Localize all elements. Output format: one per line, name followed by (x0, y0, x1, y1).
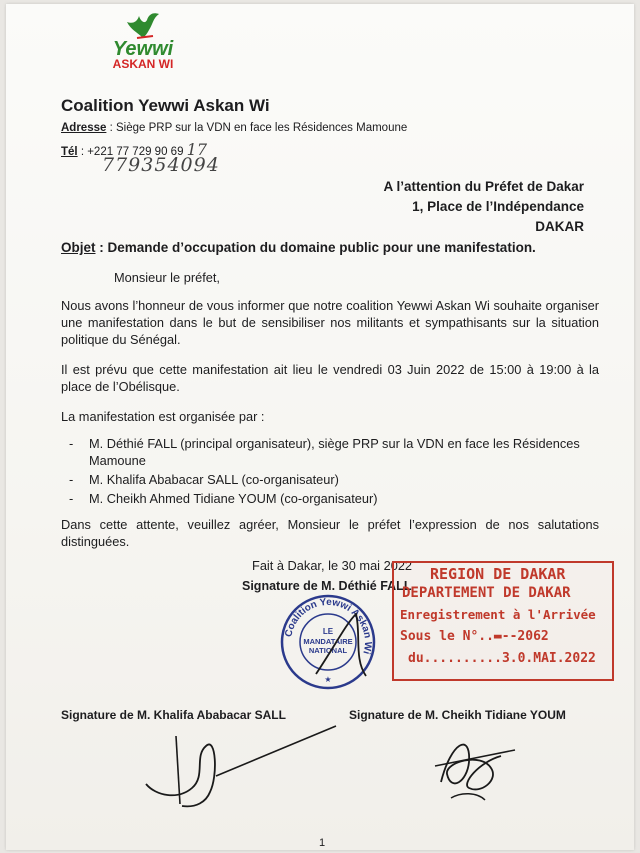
subject-label: Objet (61, 240, 96, 255)
stamp-region: REGION DE DAKAR (430, 565, 566, 583)
recipient-title: A l’attention du Préfet de Dakar (383, 179, 584, 194)
closing-paragraph: Dans cette attente, veuillez agréer, Monsieur le préfet l’expression de nos salutations distinguées. (61, 517, 599, 549)
address-line (61, 122, 407, 134)
signature-sall-label: Signature de M. Khalifa Ababacar SALL (61, 708, 286, 722)
paragraph-intention: Nous avons l’honneur de vous informer que notre coalition Yewwi Askan Wi souhaite organiser une manifestation dans le but de sensibiliser nos militants et sympathisants sur la situation politique du Sénégal. (61, 298, 599, 347)
address-value: : Siège PRP sur la VDN en face les Résidences Mamoune (109, 122, 408, 134)
organizer-item: - M. Déthié FALL (principal organisateur), siège PRP sur la VDN en face les Résidences Mamoune (61, 435, 601, 469)
organization-name: Coalition Yewwi Askan Wi (61, 96, 270, 115)
logo-name: Yewwi (112, 38, 174, 60)
stamp-department: DEPARTEMENT DE DAKAR (402, 585, 571, 601)
stamp-date-label: du (408, 651, 424, 666)
handwritten-tel-suffix: 17 (186, 140, 208, 159)
stamp-number-value: 2062 (517, 629, 549, 644)
recipient-address: 1, Place de l’Indépendance (412, 199, 584, 214)
organizers-list (61, 435, 601, 509)
stamp-number-row: Sous le N°..▬--2062 (400, 629, 549, 644)
signature-youm-label: Signature de M. Cheikh Tidiane YOUM (349, 708, 566, 722)
organizer-item: - M. Cheikh Ahmed Tidiane YOUM (co-organisateur) (61, 490, 601, 507)
coalition-logo (98, 10, 188, 76)
subject-line (61, 240, 536, 255)
stamp-date-row: du..........3.0.MAI.2022 (408, 651, 596, 666)
signature-fall-label: Signature de M. Déthié FALL (242, 579, 412, 593)
stamp-date-value: 3.0.MAI.2022 (501, 651, 596, 666)
seal-center-line1: LE (322, 627, 334, 636)
seal-ring-text: Coalition Yewwi Askan Wi (283, 596, 374, 656)
telephone-label: Tél (61, 146, 78, 158)
fall-signature-scribble (306, 604, 376, 684)
organizers-intro: La manifestation est organisée par : (61, 409, 265, 424)
address-label: Adresse (61, 122, 107, 134)
paragraph-date-place: Il est prévu que cette manifestation ait lieu le vendredi 03 Juin 2022 de 15:00 à 19:00 à la place de l’Obélisque. (61, 362, 599, 394)
recipient-block (383, 177, 584, 237)
registration-stamp (392, 561, 614, 681)
place-date: Fait à Dakar, le 30 mai 2022 (252, 558, 413, 573)
salutation: Monsieur le préfet, (114, 270, 220, 285)
telephone-value: : +221 77 729 90 69 (80, 146, 184, 158)
youm-signature-scribble (421, 722, 531, 807)
stamp-number-label: Sous le N° (400, 629, 479, 644)
logo-subtitle: ASKAN WI (112, 57, 174, 71)
sall-signature-scribble (136, 716, 356, 816)
seal-center-line3: NATIONAL (308, 646, 348, 655)
recipient-city: DAKAR (535, 219, 584, 234)
page-number: 1 (319, 837, 326, 849)
stamp-registration: Enregistrement à l'Arrivée (400, 607, 596, 622)
subject-text: : Demande d’occupation du domaine public pour une manifestation. (99, 240, 536, 255)
letter-page (6, 4, 634, 850)
handwritten-phone-number: 779354094 (102, 154, 220, 176)
organizer-item: - M. Khalifa Ababacar SALL (co-organisateur) (61, 471, 601, 488)
dove-icon (123, 10, 163, 40)
seal-center-line2: MANDATAIRE (303, 637, 353, 646)
seal-star-icon: ★ (324, 675, 332, 684)
